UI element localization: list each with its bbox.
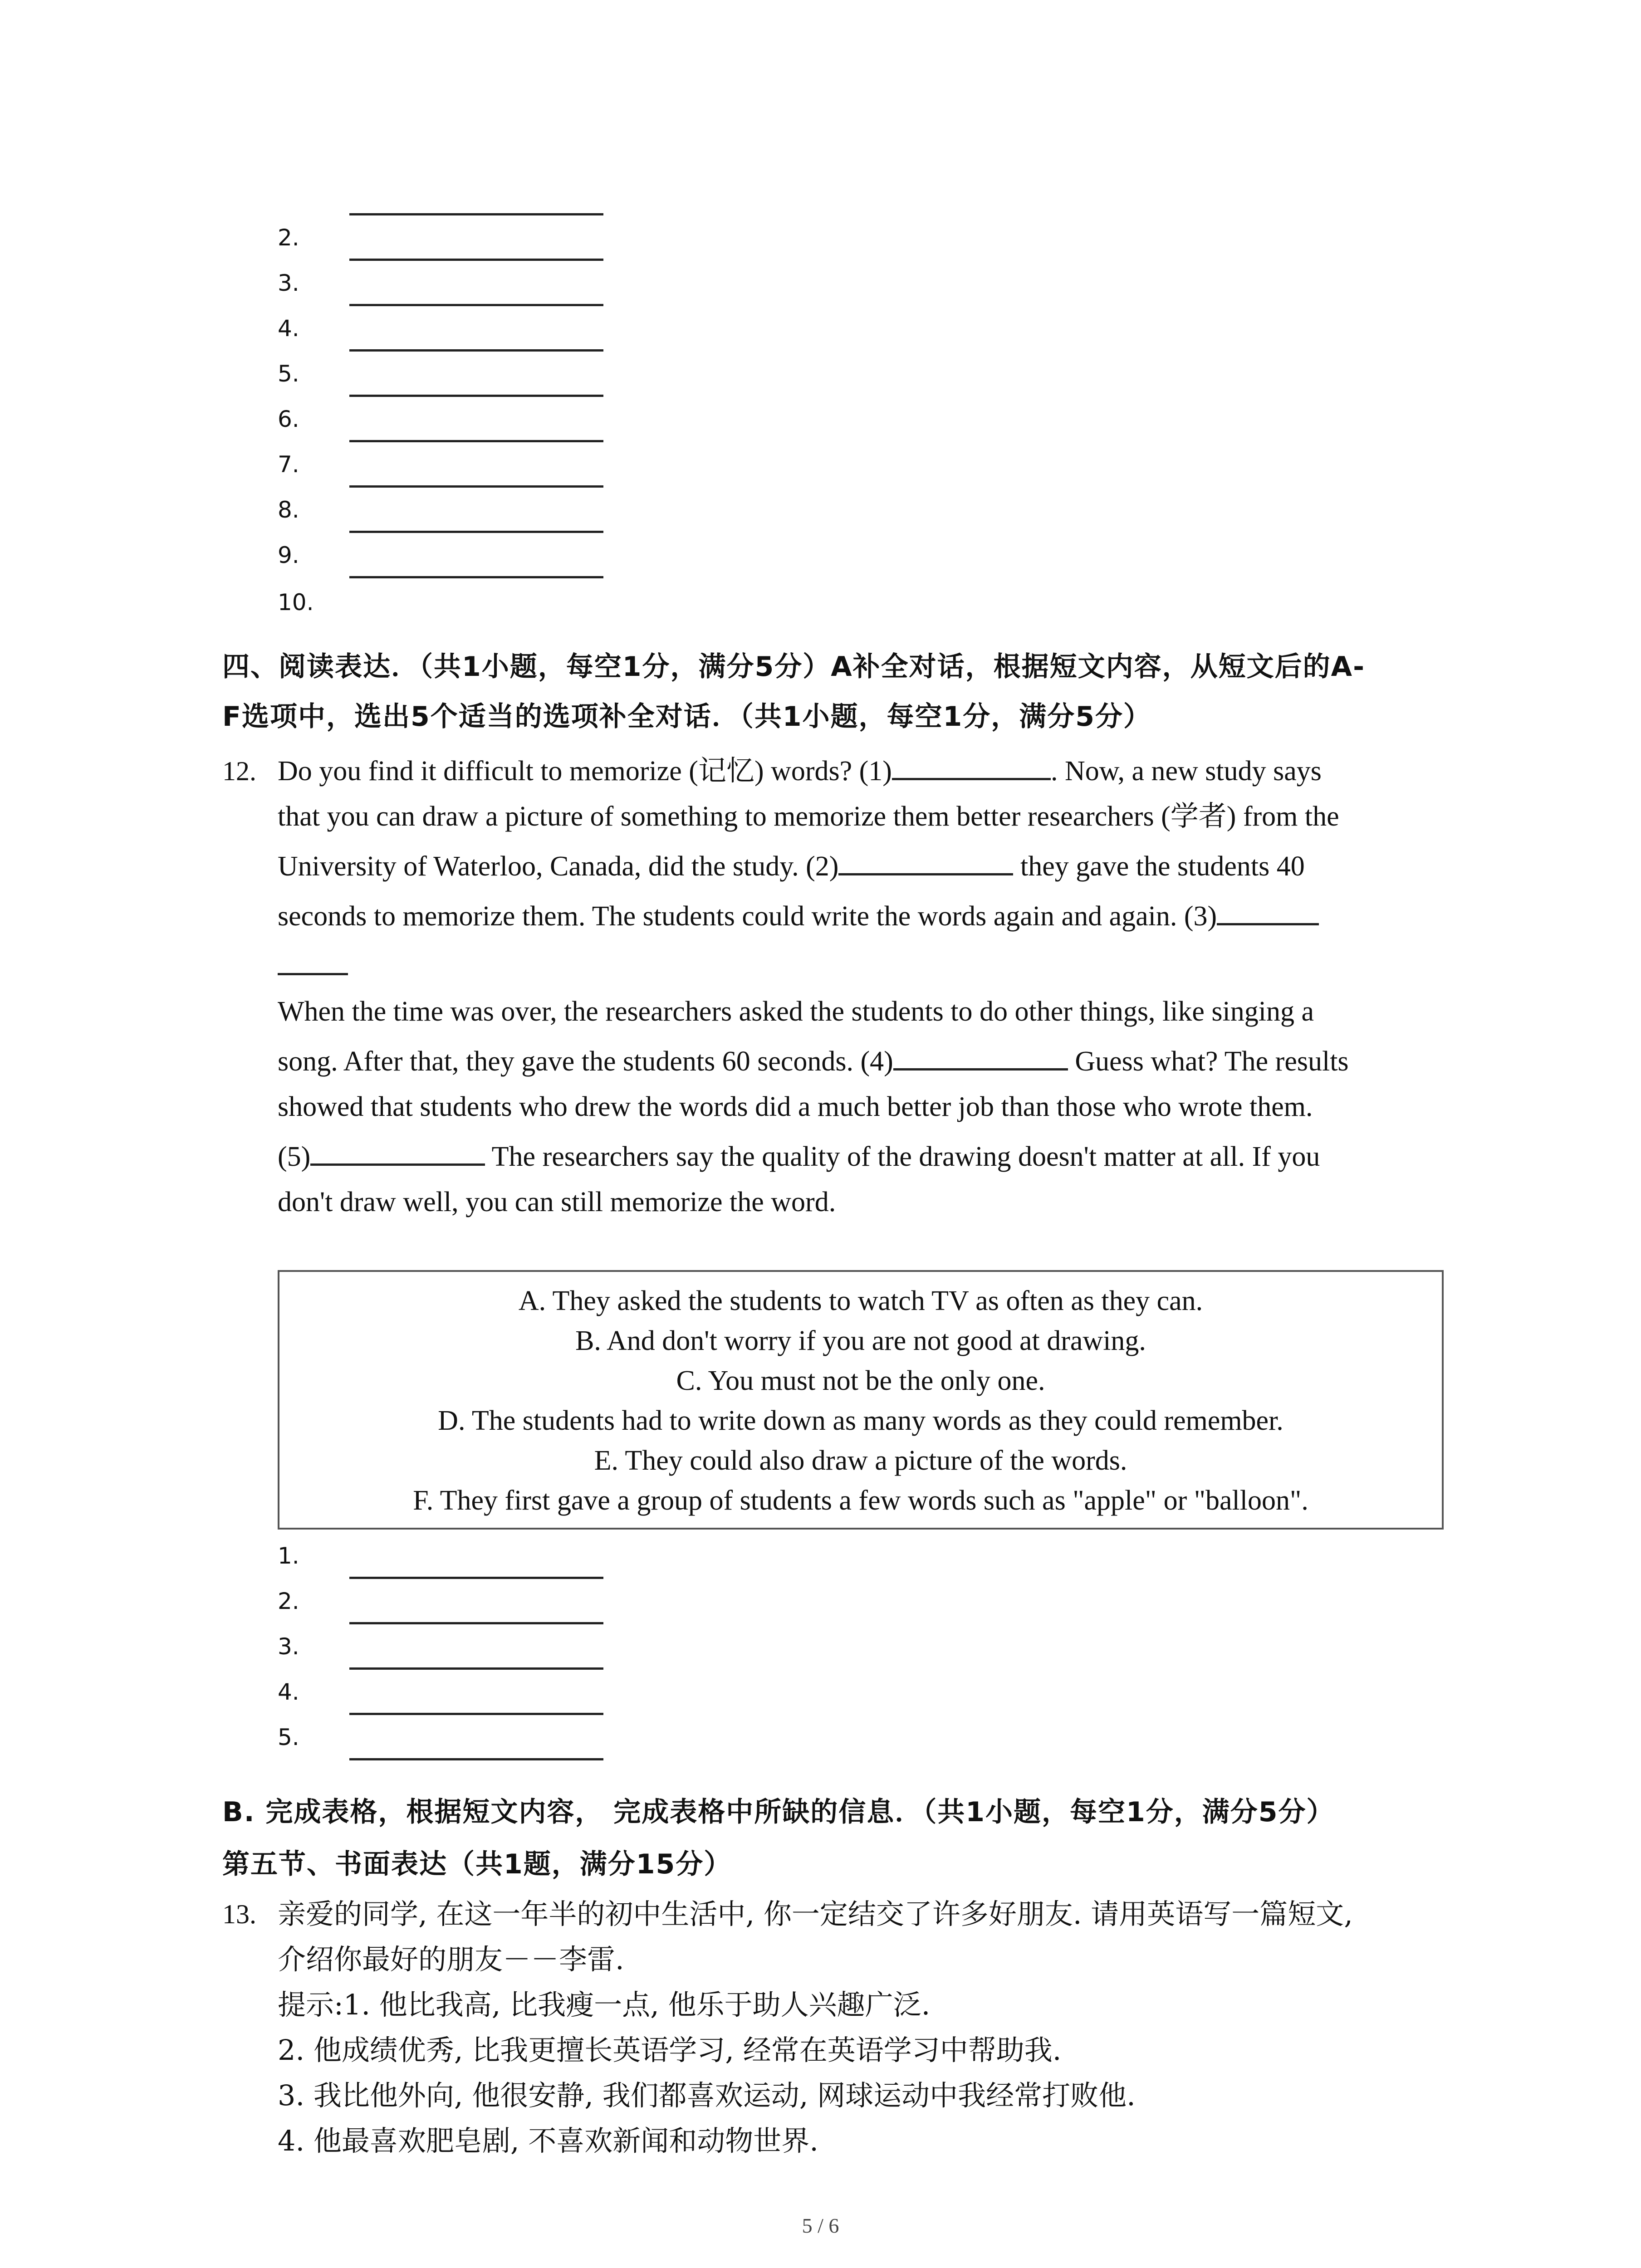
passage-text: they gave the students 40 [1013, 851, 1305, 882]
answer-number: 5. [278, 361, 299, 387]
option-e: E. They could also draw a picture of the words. [594, 1445, 1127, 1476]
answer-number: 2. [278, 225, 299, 251]
passage-text: University of Waterloo, Canada, did the study. (2) [278, 851, 839, 882]
passage-line: showed that students who drew the words did a much better job than those who wrote them. [278, 1091, 1313, 1122]
answer-row-4 [0, 306, 1641, 351]
passage-line: that you can draw a picture of something to memorize them better researchers (学者) from the [278, 801, 1339, 832]
answer-number: 3. [278, 1633, 299, 1660]
passage-line: When the time was over, the researchers asked the students to do other things, like singing a [278, 996, 1314, 1027]
answer-number: 2. [278, 1588, 299, 1614]
section-heading: F选项中，选出5个适当的选项补全对话．（共1小题，每空1分，满分5分） [222, 701, 1151, 733]
section-heading: 四、阅读表达．（共1小题，每空1分，满分5分）A补全对话，根据短文内容，从短文后的A- [222, 651, 1366, 683]
passage-line: don't draw well, you can still memorize the word. [278, 1187, 836, 1217]
options-box [278, 1270, 1444, 1530]
passage-text: The researchers say the quality of the drawing doesn't matter at all. If you [485, 1141, 1320, 1172]
task-line: 3. 我比他外向, 他很安静, 我们都喜欢运动, 网球运动中我经常打败他. [278, 2079, 1136, 2112]
answer-row-5 [0, 1715, 1641, 1760]
option-d: D. The students had to write down as many words as they could remember. [438, 1405, 1283, 1436]
answer-row-3 [0, 1624, 1641, 1669]
answer-number: 4. [278, 315, 299, 342]
question-number: 12. [222, 756, 256, 786]
passage-line [278, 1039, 1439, 1084]
answer-row-3 [0, 260, 1641, 306]
passage-line [278, 1134, 1439, 1179]
answer-number: 4. [278, 1679, 299, 1705]
answer-number: 10. [278, 589, 314, 616]
question-number: 13. [222, 1899, 256, 1929]
passage-line [278, 943, 1439, 989]
answer-row-2 [0, 215, 1641, 260]
answer-number: 8. [278, 497, 299, 523]
fill-blank[interactable] [892, 752, 1051, 780]
answer-row-6 [0, 396, 1641, 442]
task-line: 提示:1. 他比我高, 比我瘦一点, 他乐于助人兴趣广泛. [278, 1988, 931, 2021]
passage-line [278, 894, 1439, 939]
answer-blank-line[interactable] [349, 576, 603, 578]
task-line: 亲爱的同学, 在这一年半的初中生活中, 你一定结交了许多好朋友. 请用英语写一篇短文, [278, 1897, 1353, 1931]
answer-row-2 [0, 1579, 1641, 1624]
passage-text: (5) [278, 1141, 311, 1172]
section-heading: B. 完成表格，根据短文内容， 完成表格中所缺的信息．（共1小题，每空1分，满分5分） [222, 1796, 1335, 1828]
answer-row-10 [0, 580, 1641, 625]
task-line: 介绍你最好的朋友－－李雷. [278, 1943, 624, 1976]
passage-text: seconds to memorize them. The students could write the words again and again. (3) [278, 901, 1217, 932]
answer-number: 3. [278, 270, 299, 296]
answer-row-7 [0, 442, 1641, 487]
answer-row-9 [0, 533, 1641, 578]
fill-blank[interactable] [893, 1042, 1068, 1070]
fill-blank[interactable] [838, 847, 1013, 875]
passage-line [278, 844, 1439, 889]
answer-number: 1. [278, 1543, 299, 1569]
option-a: A. They asked the students to watch TV as often as they can. [518, 1286, 1203, 1316]
answer-number: 6. [278, 406, 299, 432]
passage-line [278, 748, 1439, 794]
passage-text: Guess what? The results [1068, 1046, 1349, 1077]
answer-row-1 [0, 1533, 1641, 1579]
answer-blank-line[interactable] [349, 1758, 603, 1760]
task-line: 2. 他成绩优秀, 比我更擅长英语学习, 经常在英语学习中帮助我. [278, 2033, 1062, 2067]
option-f: F. They first gave a group of students a few words such as "apple" or "balloon". [413, 1485, 1308, 1516]
answer-row-5 [0, 351, 1641, 396]
answer-number: 7. [278, 451, 299, 478]
answer-row-4 [0, 1669, 1641, 1715]
passage-text: Do you find it difficult to memorize (记忆) words? (1) [278, 756, 892, 787]
page-number: 5 / 6 [802, 2214, 839, 2237]
fill-blank[interactable] [310, 1137, 485, 1166]
answer-number: 5. [278, 1724, 299, 1750]
option-b: B. And don't worry if you are not good at drawing. [575, 1325, 1146, 1356]
passage-text: song. After that, they gave the students 60 seconds. (4) [278, 1046, 893, 1077]
fill-blank[interactable] [1217, 897, 1319, 925]
answer-number: 9. [278, 542, 299, 568]
fill-blank[interactable] [278, 947, 348, 975]
section-heading: 第五节、书面表达（共1题，满分15分） [222, 1848, 732, 1880]
passage-text: . Now, a new study says [1050, 756, 1322, 787]
answer-row-8 [0, 487, 1641, 533]
task-line: 4. 他最喜欢肥皂剧, 不喜欢新闻和动物世界. [278, 2124, 818, 2157]
option-c: C. You must not be the only one. [676, 1365, 1045, 1396]
